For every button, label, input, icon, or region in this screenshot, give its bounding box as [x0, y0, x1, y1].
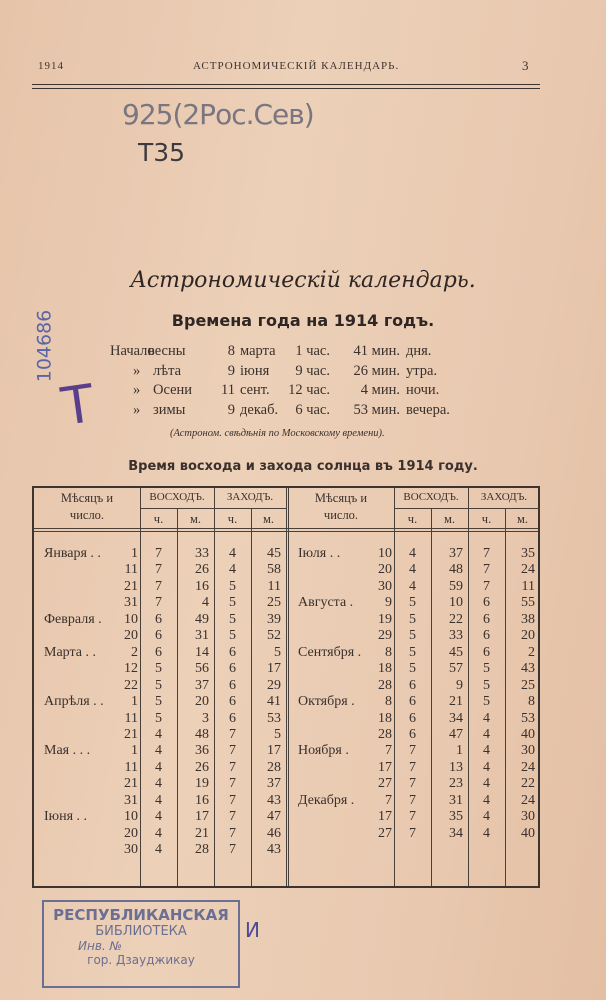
day-number: 30: [378, 578, 392, 594]
month-name: Декабря .: [298, 792, 355, 808]
sunrise-hour: 6: [409, 710, 416, 726]
sunset-hour: 4: [483, 792, 490, 808]
season-month: марта: [240, 343, 276, 359]
library-stamp: [42, 900, 240, 988]
column-rule: [251, 508, 252, 886]
minutes-header: м.: [189, 512, 202, 526]
sunset-minute: 11: [267, 578, 281, 594]
sunrise-minute: 48: [449, 562, 463, 578]
sunset-hour: 7: [229, 842, 236, 858]
sunset-hour: 5: [229, 578, 236, 594]
sunset-hour: 6: [229, 710, 236, 726]
season-month: декаб.: [240, 401, 279, 418]
sunset-hour: 6: [229, 644, 236, 660]
sunset-minute: 8: [528, 694, 535, 710]
season-season: зимы: [153, 401, 186, 418]
day-number: 21: [124, 726, 138, 742]
sunrise-hour: 6: [155, 644, 162, 660]
sunrise-minute: 16: [195, 792, 209, 808]
day-number: 1: [131, 546, 138, 561]
sunset-hour: 7: [229, 743, 236, 759]
sunset-minute: 11: [521, 578, 535, 594]
sunrise-minute: 47: [449, 726, 463, 742]
handwritten-inventory: 104686: [33, 309, 56, 383]
sunset-hour: 7: [229, 809, 236, 825]
month-day-header: Мѣсяцъ и число.: [60, 491, 114, 522]
sunset-hour: 7: [229, 825, 236, 841]
sunrise-hour: 5: [155, 661, 162, 677]
running-title: АСТРОНОМИЧЕСКІЙ КАЛЕНДАРЬ.: [193, 60, 400, 72]
sunrise-sunset-table: [32, 486, 540, 888]
header-rule: [32, 84, 540, 85]
season-season: Осени: [153, 382, 193, 398]
sunrise-minute: 28: [195, 842, 209, 858]
sunset-minute: 53: [267, 710, 281, 726]
sunset-hour: 5: [483, 694, 490, 710]
handwritten-mark: И: [245, 918, 260, 942]
month-name: Февраля .: [44, 611, 102, 627]
sunset-header: ЗАХОДЪ.: [480, 491, 528, 503]
day-number: 28: [378, 677, 392, 693]
month-name: Января . .: [44, 546, 101, 561]
sunrise-hour: 5: [409, 611, 416, 627]
half-divider: [286, 488, 289, 886]
sunrise-minute: 31: [449, 792, 463, 808]
sunrise-minute: 35: [449, 809, 463, 825]
running-year: 1914: [38, 60, 64, 72]
sunrise-minute: 34: [449, 710, 463, 726]
season-minutes: 41 мин.: [353, 343, 400, 359]
season-hours: 6 час.: [295, 401, 330, 418]
sunrise-minute: 21: [195, 825, 209, 841]
day-number: 22: [124, 677, 138, 693]
sunrise-minute: 56: [195, 661, 209, 677]
sunrise-hour: 4: [155, 825, 162, 841]
day-number: 11: [124, 759, 138, 775]
sunset-hour: 5: [229, 611, 236, 627]
sunset-minute: 29: [267, 677, 281, 693]
sunrise-minute: 33: [195, 546, 209, 561]
subheader-rule: [394, 508, 540, 509]
month-name: Августа .: [298, 595, 354, 611]
day-number: 1: [131, 694, 138, 710]
day-number: 19: [378, 611, 392, 627]
month-name: Іюля . .: [298, 546, 341, 561]
month-name: Ноября .: [298, 743, 349, 759]
day-number: 18: [378, 710, 392, 726]
season-day: 9: [227, 362, 235, 379]
sunrise-hour: 5: [409, 661, 416, 677]
day-number: 11: [124, 562, 138, 578]
sunset-hour: 4: [483, 759, 490, 775]
season-month: сент.: [240, 382, 270, 398]
season-period: вечера.: [406, 401, 450, 418]
sunrise-hour: 4: [155, 809, 162, 825]
sunrise-hour: 5: [155, 710, 162, 726]
sunset-hour: 4: [483, 743, 490, 759]
sunset-minute: 58: [267, 562, 281, 578]
hours-header: ч.: [153, 512, 164, 526]
day-number: 20: [124, 628, 138, 644]
sunset-minute: 38: [521, 611, 535, 627]
season-period: ночи.: [406, 382, 440, 398]
sunset-minute: 22: [521, 776, 535, 792]
season-prefix: Начало: [110, 343, 155, 359]
sunset-hour: 4: [483, 726, 490, 742]
month-name: Октября .: [298, 694, 355, 710]
month-name: Мая . . .: [44, 743, 91, 759]
sunset-hour: 7: [483, 578, 490, 594]
sunset-minute: 53: [521, 710, 535, 726]
sunrise-hour: 6: [409, 677, 416, 693]
column-rule: [431, 508, 432, 886]
sunset-hour: 4: [229, 546, 236, 561]
season-prefix: »: [133, 362, 141, 379]
season-minutes: 4 мин.: [360, 382, 400, 398]
sunset-hour: 6: [229, 694, 236, 710]
sunrise-header: ВОСХОДЪ.: [403, 491, 459, 503]
sunrise-minute: 37: [195, 677, 209, 693]
day-number: 21: [124, 578, 138, 594]
sunrise-hour: 7: [155, 562, 162, 578]
season-month: іюня: [240, 362, 270, 379]
sunset-minute: 52: [267, 628, 281, 644]
sunset-hour: 5: [229, 628, 236, 644]
sunrise-minute: 36: [195, 743, 209, 759]
day-number: 12: [124, 661, 138, 677]
sunset-minute: 43: [267, 842, 281, 858]
header-rule-thin: [32, 88, 540, 89]
day-number: 10: [124, 809, 138, 825]
sunset-hour: 6: [483, 595, 490, 611]
sunrise-minute: 3: [202, 710, 209, 726]
sunrise-minute: 34: [449, 825, 463, 841]
sunset-hour: 7: [483, 562, 490, 578]
sunset-minute: 28: [267, 759, 281, 775]
month-name: Марта . .: [44, 644, 96, 660]
handwritten-code: Т35: [138, 138, 186, 167]
day-number: 27: [378, 825, 392, 841]
day-number: 11: [124, 710, 138, 726]
sunrise-hour: 5: [409, 628, 416, 644]
day-number: 20: [124, 825, 138, 841]
month-day-header: Мѣсяцъ и число.: [314, 491, 368, 522]
day-number: 29: [378, 628, 392, 644]
day-number: 28: [378, 726, 392, 742]
sunrise-hour: 6: [409, 726, 416, 742]
day-number: 17: [378, 759, 392, 775]
day-number: 1: [131, 743, 138, 759]
sunrise-hour: 7: [409, 759, 416, 775]
day-number: 18: [378, 661, 392, 677]
sunset-minute: 2: [528, 644, 535, 660]
sunrise-minute: 57: [449, 661, 463, 677]
season-period: дня.: [406, 343, 432, 359]
day-number: 17: [378, 809, 392, 825]
day-number: 10: [124, 611, 138, 627]
season-hours: 9 час.: [295, 362, 330, 379]
day-number: 21: [124, 776, 138, 792]
sunrise-hour: 7: [155, 578, 162, 594]
sunset-minute: 5: [274, 644, 281, 660]
stamp-line-1: РЕСПУБЛИКАНСКАЯ: [53, 906, 229, 924]
sunset-minute: 24: [521, 759, 535, 775]
season-day: 11: [221, 382, 235, 398]
sunset-minute: 39: [267, 611, 281, 627]
sunrise-minute: 17: [195, 809, 209, 825]
column-rule: [505, 508, 506, 886]
sunrise-hour: 7: [409, 792, 416, 808]
season-prefix: »: [133, 382, 141, 398]
minutes-header: м.: [516, 512, 529, 526]
sunset-minute: 43: [267, 792, 281, 808]
sunset-hour: 4: [229, 562, 236, 578]
sunset-hour: 5: [483, 677, 490, 693]
sunset-minute: 24: [521, 792, 535, 808]
sunrise-hour: 6: [409, 694, 416, 710]
subheader-rule: [140, 508, 286, 509]
sunrise-minute: 20: [195, 694, 209, 710]
sunset-header: ЗАХОДЪ.: [226, 491, 274, 503]
sunrise-minute: 49: [195, 611, 209, 627]
day-number: 7: [385, 743, 392, 759]
sunrise-hour: 5: [409, 644, 416, 660]
sunset-hour: 7: [229, 792, 236, 808]
handwritten-shelf-mark: 925(2Рос.Сев): [122, 98, 314, 131]
sunset-minute: 17: [267, 743, 281, 759]
sunset-hour: 6: [229, 661, 236, 677]
day-number: 30: [124, 842, 138, 858]
sunset-hour: 4: [483, 710, 490, 726]
minutes-header: м.: [443, 512, 456, 526]
sunrise-hour: 7: [409, 809, 416, 825]
sunrise-minute: 31: [195, 628, 209, 644]
sunset-hour: 4: [483, 825, 490, 841]
sunset-hour: 5: [483, 661, 490, 677]
table-title: Время восхода и захода солнца въ 1914 году.: [128, 459, 478, 474]
sunset-minute: 45: [267, 546, 281, 561]
sunrise-minute: 4: [202, 595, 209, 611]
page-number: 3: [522, 58, 530, 73]
sunrise-hour: 5: [409, 595, 416, 611]
sunrise-minute: 19: [195, 776, 209, 792]
sunrise-minute: 33: [449, 628, 463, 644]
sunset-minute: 43: [521, 661, 535, 677]
sunrise-hour: 4: [409, 546, 416, 561]
sunset-minute: 37: [267, 776, 281, 792]
sunrise-minute: 16: [195, 578, 209, 594]
stamp-line-2: БИБЛИОТЕКА: [95, 924, 187, 939]
day-number: 8: [385, 694, 392, 710]
sunrise-minute: 21: [449, 694, 463, 710]
column-rule: [177, 508, 178, 886]
sunrise-hour: 5: [155, 694, 162, 710]
sunrise-hour: 6: [155, 628, 162, 644]
day-number: 27: [378, 776, 392, 792]
sunrise-hour: 4: [409, 562, 416, 578]
seasons-heading: Времена года на 1914 годъ.: [171, 311, 435, 330]
sunrise-hour: 7: [409, 776, 416, 792]
day-number: 7: [385, 792, 392, 808]
sunset-minute: 24: [521, 562, 535, 578]
sunrise-hour: 4: [155, 842, 162, 858]
minutes-header: м.: [262, 512, 275, 526]
sunrise-hour: 4: [155, 792, 162, 808]
day-number: 31: [124, 595, 138, 611]
season-day: 8: [227, 343, 235, 359]
day-number: 2: [131, 644, 138, 660]
sunrise-hour: 4: [155, 726, 162, 742]
sunrise-hour: 7: [155, 595, 162, 611]
sunrise-minute: 45: [449, 644, 463, 660]
month-name: Іюня . .: [44, 809, 88, 825]
sunset-minute: 25: [267, 595, 281, 611]
season-season: весны: [148, 343, 186, 359]
sunset-hour: 4: [483, 809, 490, 825]
sunrise-minute: 22: [449, 611, 463, 627]
hours-header: ч.: [407, 512, 418, 526]
sunset-hour: 7: [483, 546, 490, 561]
season-minutes: 53 мин.: [353, 401, 400, 418]
sunset-minute: 17: [267, 661, 281, 677]
sunset-hour: 6: [483, 644, 490, 660]
season-day: 9: [227, 401, 235, 418]
season-season: лѣта: [153, 362, 182, 379]
sunset-hour: 6: [483, 628, 490, 644]
sunrise-minute: 59: [449, 578, 463, 594]
sunset-hour: 6: [483, 611, 490, 627]
season-hours: 1 час.: [295, 343, 330, 359]
day-number: 31: [124, 792, 138, 808]
sunset-hour: 7: [229, 759, 236, 775]
sunrise-hour: 4: [155, 759, 162, 775]
sunrise-hour: 4: [155, 776, 162, 792]
sunrise-minute: 26: [195, 759, 209, 775]
hours-header: ч.: [227, 512, 238, 526]
sunrise-minute: 13: [449, 759, 463, 775]
sunset-minute: 25: [521, 677, 535, 693]
sunset-minute: 46: [267, 825, 281, 841]
source-note: (Астроном. свѣдѣнія по Московскому времени).: [170, 428, 385, 439]
sunrise-hour: 7: [409, 743, 416, 759]
sunset-hour: 7: [229, 726, 236, 742]
sunset-minute: 41: [267, 694, 281, 710]
sunset-minute: 55: [521, 595, 535, 611]
sunset-minute: 40: [521, 825, 535, 841]
day-number: 9: [385, 595, 392, 611]
sunrise-minute: 26: [195, 562, 209, 578]
sunrise-minute: 37: [449, 546, 463, 561]
month-name: Сентября .: [298, 644, 362, 660]
sunset-minute: 5: [274, 726, 281, 742]
season-period: утра.: [406, 362, 438, 379]
sunset-hour: 5: [229, 595, 236, 611]
page-title: Астрономическій календарь.: [130, 268, 476, 293]
stamp-line-4: гор. Дзауджикау: [87, 953, 195, 967]
sunrise-minute: 23: [449, 776, 463, 792]
day-number: 10: [378, 546, 392, 561]
sunrise-header: ВОСХОДЪ.: [149, 491, 205, 503]
day-number: 8: [385, 644, 392, 660]
sunset-hour: 6: [229, 677, 236, 693]
sunrise-hour: 7: [409, 825, 416, 841]
day-number: 20: [378, 562, 392, 578]
sunrise-minute: 9: [456, 677, 463, 693]
sunrise-minute: 1: [456, 743, 463, 759]
month-name: Апрѣля . .: [44, 694, 104, 710]
stamp-line-3: Инв. №: [78, 939, 123, 953]
sunrise-hour: 4: [409, 578, 416, 594]
hours-header: ч.: [481, 512, 492, 526]
sunrise-hour: 7: [155, 546, 162, 561]
sunset-minute: 30: [521, 743, 535, 759]
season-hours: 12 час.: [288, 382, 330, 398]
sunrise-hour: 5: [155, 677, 162, 693]
sunset-minute: 20: [521, 628, 535, 644]
sunset-minute: 40: [521, 726, 535, 742]
sunset-minute: 35: [521, 546, 535, 561]
sunset-minute: 30: [521, 809, 535, 825]
sunrise-minute: 48: [195, 726, 209, 742]
sunset-hour: 7: [229, 776, 236, 792]
sunset-minute: 47: [267, 809, 281, 825]
sunset-hour: 4: [483, 776, 490, 792]
sunrise-minute: 14: [195, 644, 209, 660]
handwritten-letter: Т: [57, 374, 98, 438]
season-minutes: 26 мин.: [353, 362, 400, 379]
season-prefix: »: [133, 401, 141, 418]
sunrise-hour: 6: [155, 611, 162, 627]
sunrise-minute: 10: [449, 595, 463, 611]
sunrise-hour: 4: [155, 743, 162, 759]
